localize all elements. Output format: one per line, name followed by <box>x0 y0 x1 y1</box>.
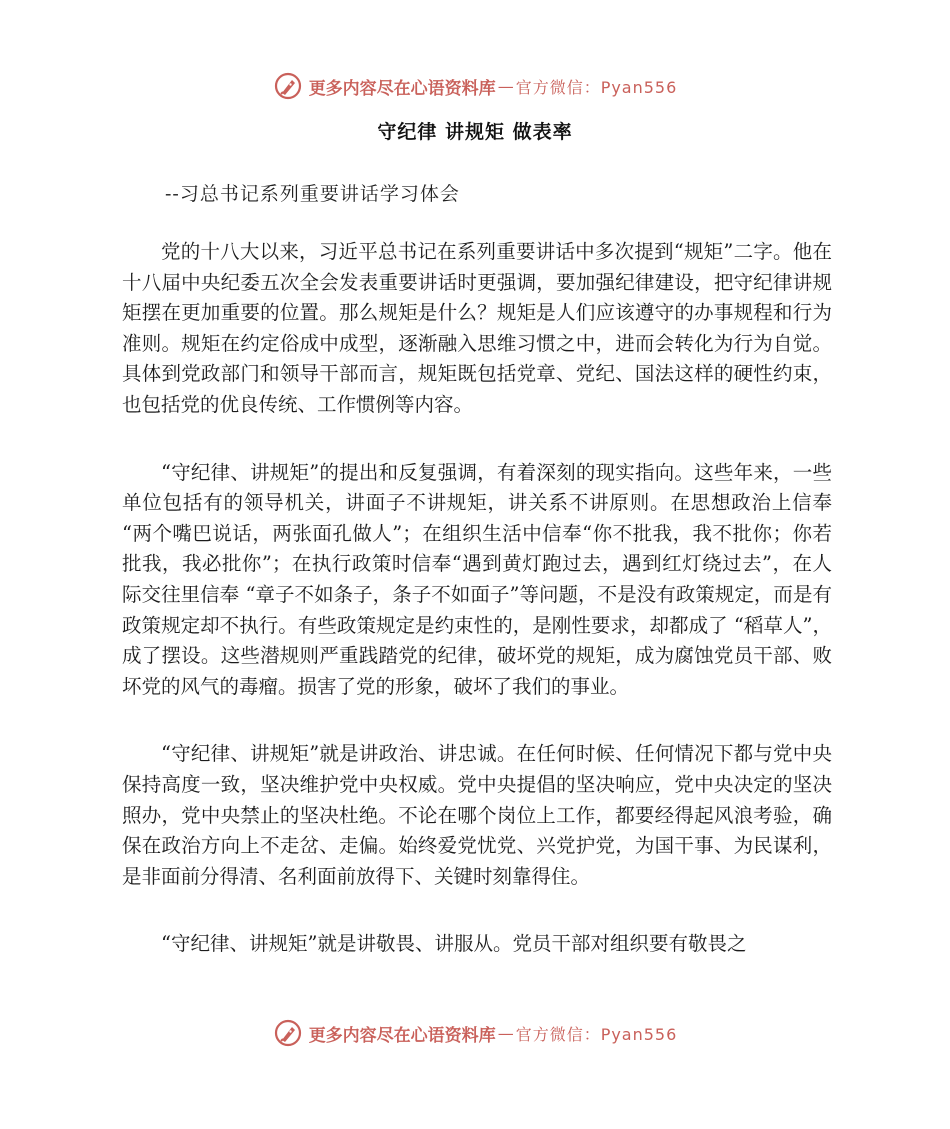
document-title: 守纪律 讲规矩 做表率 <box>377 121 573 143</box>
paragraph: 党的十八大以来，习近平总书记在系列重要讲话中多次提到“规矩”二字。他在十八届中央纪委五次全会发表重要讲话时更强调，要加强纪律建设，把守纪律讲规矩摆在更加重要的位置。那么规矩是什么？规矩是人们应该遵守的办事规程和行为准则。规矩在约定俗成中成型，逐渐融入思维习惯之中，进而会转化为行为自觉。具体到党政部门和领导干部而言，规矩既包括党章、党纪、国法这样的硬性约束，也包括党的优良传统、工作惯例等内容。 <box>122 240 832 416</box>
document-subtitle: --习总书记系列重要讲话学习体会 <box>165 183 460 205</box>
watermark-contact: 官方微信：Pyan556 <box>515 77 678 97</box>
watermark-separator: — <box>497 76 514 96</box>
document-body <box>122 237 832 997</box>
paragraph: “守纪律、讲规矩”就是讲敬畏、讲服从。党员干部对组织要有敬畏之 <box>161 932 747 956</box>
header-watermark <box>0 68 950 104</box>
paragraph: “守纪律、讲规矩”就是讲政治、讲忠诚。在任何时候、任何情况下都与党中央保持高度一致，坚决维护党中央权威。党中央提倡的坚决响应，党中央决定的坚决照办，党中央禁止的坚决杜绝。不论在哪个岗位上工作，都要经得起风浪考验，确保在政治方向上不走岔、走偏。始终爱党忧党、兴党护党，为国干事、为民谋利，是非面前分得清、名利面前放得下、关键时刻靠得住。 <box>122 742 832 888</box>
watermark-separator: — <box>497 1023 514 1043</box>
watermark-brand: 更多内容尽在心语资料库 <box>308 78 496 99</box>
footer-watermark <box>0 1015 950 1051</box>
watermark-contact: 官方微信：Pyan556 <box>515 1024 678 1044</box>
fountain-pen-logo-icon <box>273 1018 303 1048</box>
paragraph: “守纪律、讲规矩”的提出和反复强调，有着深刻的现实指向。这些年来，一些单位包括有的领导机关，讲面子不讲规矩，讲关系不讲原则。在思想政治上信奉 “两个嘴巴说话，两张面孔做人”；在组织生活中信奉“你不批我，我不批你；你若批我，我必批你”；在执行政策时信奉“遇到黄灯跑过去，遇到红灯绕过去”，在人际交往里信奉 “章子不如条子，条子不如面子”等问题，不是没有政策规定，而是有政策规定却不执行。有些政策规定是约束性的，是刚性要求，却都成了 “稻草人”，成了摆设。这些潜规则严重践踏党的纪律，破坏党的规矩，成为腐蚀党员干部、败坏党的风气的毒瘤。损害了党的形象，破坏了我们的事业。 <box>122 460 832 698</box>
fountain-pen-logo-icon <box>273 71 303 101</box>
watermark-brand: 更多内容尽在心语资料库 <box>308 1025 496 1046</box>
